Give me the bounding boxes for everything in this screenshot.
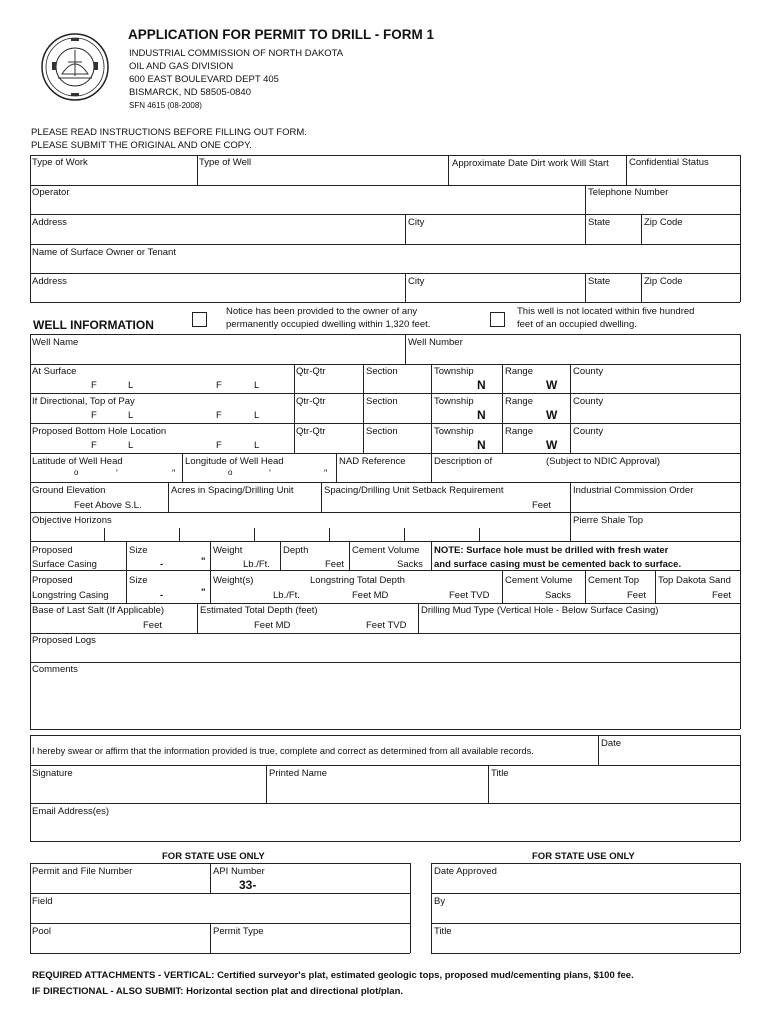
state-seal bbox=[40, 32, 110, 102]
latitude-field[interactable]: Latitude of Well Head bbox=[32, 456, 123, 467]
pierre-shale-top-field[interactable]: Pierre Shale Top bbox=[573, 515, 644, 526]
degree-symbol: o bbox=[228, 468, 233, 477]
fl-f-label: F bbox=[91, 380, 97, 391]
cement-top-field[interactable]: Cement Top bbox=[588, 575, 640, 586]
qtr-qtr-field[interactable]: Qtr-Qtr bbox=[296, 366, 326, 377]
pool-field[interactable]: Pool bbox=[32, 926, 52, 937]
west-label: W bbox=[546, 378, 558, 392]
longstring-size-field[interactable]: Size bbox=[129, 575, 148, 586]
drilling-mud-type-field[interactable]: Drilling Mud Type (Vertical Hole - Below Surface Casing) bbox=[421, 605, 659, 616]
surface-hole-note-1: NOTE: Surface hole must be drilled with fresh water bbox=[434, 545, 669, 556]
directional-submit-note: IF DIRECTIONAL - ALSO SUBMIT: Horizontal section plat and directional plot/plan. bbox=[32, 986, 404, 997]
qtr-qtr-field[interactable]: Qtr-Qtr bbox=[296, 426, 326, 437]
ground-elevation-field[interactable]: Ground Elevation bbox=[32, 485, 106, 496]
surface-size-field[interactable]: Size bbox=[129, 545, 148, 556]
type-of-well-field[interactable]: Type of Well bbox=[199, 157, 252, 168]
feet-above-sl-label: Feet Above S.L. bbox=[74, 500, 142, 511]
description-field[interactable]: Description of bbox=[434, 456, 493, 467]
notice-provided-checkbox[interactable] bbox=[192, 312, 207, 327]
proposed-label: Proposed bbox=[32, 545, 73, 556]
api-prefix: 33- bbox=[239, 878, 257, 892]
nad-reference-field[interactable]: NAD Reference bbox=[339, 456, 406, 467]
feet-tvd-unit: Feet TVD bbox=[449, 590, 490, 601]
feet-md-unit: Feet MD bbox=[352, 590, 389, 601]
field-name-field[interactable]: Field bbox=[32, 896, 53, 907]
objective-horizons-field[interactable]: Objective Horizons bbox=[32, 515, 112, 526]
agency-line-2: OIL AND GAS DIVISION bbox=[129, 61, 234, 72]
range-field[interactable]: Range bbox=[505, 396, 533, 407]
county-field[interactable]: County bbox=[573, 426, 604, 437]
feet-unit: Feet bbox=[325, 559, 345, 570]
proposed-label: Proposed bbox=[32, 575, 73, 586]
section-field[interactable]: Section bbox=[366, 426, 398, 437]
inch-mark: " bbox=[201, 556, 206, 567]
base-last-salt-field[interactable]: Base of Last Salt (If Applicable) bbox=[32, 605, 165, 616]
section-field[interactable]: Section bbox=[366, 396, 398, 407]
fl-f-label: F bbox=[91, 440, 97, 451]
api-number-field[interactable]: API Number bbox=[213, 866, 265, 877]
range-field[interactable]: Range bbox=[505, 426, 533, 437]
agency-line-4: BISMARCK, ND 58505-0840 bbox=[129, 87, 251, 98]
city-field[interactable]: City bbox=[408, 217, 425, 228]
instruction-2: PLEASE SUBMIT THE ORIGINAL AND ONE COPY. bbox=[31, 140, 252, 151]
date-approved-field[interactable]: Date Approved bbox=[434, 866, 497, 877]
longstring-cement-volume-field[interactable]: Cement Volume bbox=[505, 575, 573, 586]
state-field[interactable]: State bbox=[588, 217, 611, 228]
zip-field[interactable]: Zip Code bbox=[644, 217, 683, 228]
inch-mark: " bbox=[201, 587, 206, 598]
setback-requirement-field[interactable]: Spacing/Drilling Unit Setback Requirement bbox=[324, 485, 504, 496]
north-label: N bbox=[477, 378, 486, 392]
top-dakota-sand-field[interactable]: Top Dakota Sand bbox=[658, 575, 731, 586]
longstring-casing-label: Longstring Casing bbox=[32, 590, 109, 601]
title-field[interactable]: Title bbox=[491, 768, 509, 779]
well-information-heading: WELL INFORMATION bbox=[33, 318, 154, 332]
county-field[interactable]: County bbox=[573, 396, 604, 407]
minute-symbol: ' bbox=[116, 468, 118, 479]
fl-f-label: F bbox=[91, 410, 97, 421]
longstring-weights-field[interactable]: Weight(s) bbox=[213, 575, 254, 586]
notice-provided-text-1: Notice has been provided to the owner of any bbox=[226, 306, 418, 317]
comments-field[interactable]: Comments bbox=[32, 664, 78, 675]
well-number-field[interactable]: Well Number bbox=[408, 337, 463, 348]
not-within-500-text-2: feet of an occupied dwelling. bbox=[517, 319, 637, 330]
fl-f-label: F bbox=[216, 440, 222, 451]
owner-state-field[interactable]: State bbox=[588, 276, 611, 287]
owner-zip-field[interactable]: Zip Code bbox=[644, 276, 683, 287]
swear-statement: I hereby swear or affirm that the information provided is true, complete and correct as determined from all available records. bbox=[32, 746, 534, 756]
permit-file-number-field[interactable]: Permit and File Number bbox=[32, 866, 133, 877]
fl-l-label: L bbox=[128, 440, 134, 451]
township-field[interactable]: Township bbox=[434, 396, 474, 407]
instruction-1: PLEASE READ INSTRUCTIONS BEFORE FILLING OUT FORM. bbox=[31, 127, 307, 138]
fl-l-label: L bbox=[254, 380, 260, 391]
approved-by-field[interactable]: By bbox=[434, 896, 446, 907]
surface-owner-field[interactable]: Name of Surface Owner or Tenant bbox=[32, 247, 176, 258]
surface-weight-field[interactable]: Weight bbox=[213, 545, 243, 556]
fl-l-label: L bbox=[128, 380, 134, 391]
county-field[interactable]: County bbox=[573, 366, 604, 377]
state-use-heading-right: FOR STATE USE ONLY bbox=[532, 851, 635, 862]
subject-to-approval: (Subject to NDIC Approval) bbox=[546, 456, 661, 467]
telephone-field[interactable]: Telephone Number bbox=[588, 187, 669, 198]
not-within-500-checkbox[interactable] bbox=[490, 312, 505, 327]
fl-l-label: L bbox=[254, 440, 260, 451]
acres-spacing-field[interactable]: Acres in Spacing/Drilling Unit bbox=[171, 485, 294, 496]
qtr-qtr-field[interactable]: Qtr-Qtr bbox=[296, 396, 326, 407]
form-title: APPLICATION FOR PERMIT TO DRILL - FORM 1 bbox=[128, 27, 434, 42]
date-field[interactable]: Date bbox=[601, 738, 622, 749]
longstring-total-depth-field[interactable]: Longstring Total Depth bbox=[310, 575, 405, 586]
longitude-field[interactable]: Longitude of Well Head bbox=[185, 456, 284, 467]
printed-name-field[interactable]: Printed Name bbox=[269, 768, 328, 779]
not-within-500-text-1: This well is not located within five hundred bbox=[517, 306, 695, 317]
agency-line-1: INDUSTRIAL COMMISSION OF NORTH DAKOTA bbox=[129, 48, 344, 59]
address-field[interactable]: Address bbox=[32, 217, 67, 228]
township-field[interactable]: Township bbox=[434, 426, 474, 437]
range-field[interactable]: Range bbox=[505, 366, 533, 377]
second-symbol: " bbox=[172, 468, 176, 479]
at-surface-label: At Surface bbox=[32, 366, 77, 377]
feet-unit: Feet bbox=[143, 620, 163, 631]
degree-symbol: o bbox=[74, 468, 79, 477]
proposed-logs-field[interactable]: Proposed Logs bbox=[32, 635, 96, 646]
estimated-total-depth-field[interactable]: Estimated Total Depth (feet) bbox=[200, 605, 318, 616]
feet-unit: Feet bbox=[712, 590, 732, 601]
state-use-heading-left: FOR STATE USE ONLY bbox=[162, 851, 265, 862]
sacks-unit: Sacks bbox=[545, 590, 571, 601]
west-label: W bbox=[546, 438, 558, 452]
feet-unit-label: Feet bbox=[532, 500, 552, 511]
email-field[interactable]: Email Address(es) bbox=[32, 806, 110, 817]
dirt-work-date-field[interactable]: Approximate Date Dirt work Will Start bbox=[452, 158, 609, 169]
section-field[interactable]: Section bbox=[366, 366, 398, 377]
bottom-hole-label: Proposed Bottom Hole Location bbox=[32, 426, 167, 437]
north-label: N bbox=[477, 438, 486, 452]
owner-address-field[interactable]: Address bbox=[32, 276, 67, 287]
signature-field[interactable]: Signature bbox=[32, 768, 73, 779]
sfn-number: SFN 4615 (08-2008) bbox=[129, 101, 202, 110]
surface-hole-note-2: and surface casing must be cemented back to surface. bbox=[434, 559, 682, 570]
well-name-field[interactable]: Well Name bbox=[32, 337, 79, 348]
notice-provided-text-2: permanently occupied dwelling within 1,320 feet. bbox=[226, 319, 431, 330]
agency-line-3: 600 EAST BOULEVARD DEPT 405 bbox=[129, 74, 279, 85]
lbft-unit: Lb./Ft. bbox=[243, 559, 270, 570]
type-of-work-field[interactable]: Type of Work bbox=[32, 157, 88, 168]
minute-symbol: ' bbox=[269, 468, 271, 479]
size-dash: - bbox=[160, 590, 164, 601]
feet-unit: Feet bbox=[627, 590, 647, 601]
approver-title-field[interactable]: Title bbox=[434, 926, 452, 937]
fl-f-label: F bbox=[216, 410, 222, 421]
ic-order-field[interactable]: Industrial Commission Order bbox=[573, 485, 694, 496]
surface-casing-label: Surface Casing bbox=[32, 559, 97, 570]
north-label: N bbox=[477, 408, 486, 422]
permit-type-field[interactable]: Permit Type bbox=[213, 926, 264, 937]
confidential-status-field[interactable]: Confidential Status bbox=[629, 157, 709, 168]
west-label: W bbox=[546, 408, 558, 422]
sacks-unit: Sacks bbox=[397, 559, 423, 570]
fl-l-label: L bbox=[128, 410, 134, 421]
surface-cement-volume-field[interactable]: Cement Volume bbox=[352, 545, 420, 556]
size-dash: - bbox=[160, 559, 164, 570]
lbft-unit: Lb./Ft. bbox=[273, 590, 300, 601]
operator-field[interactable]: Operator bbox=[32, 187, 70, 198]
township-field[interactable]: Township bbox=[434, 366, 474, 377]
owner-city-field[interactable]: City bbox=[408, 276, 425, 287]
fl-f-label: F bbox=[216, 380, 222, 391]
feet-tvd-unit: Feet TVD bbox=[366, 620, 407, 631]
surface-depth-field[interactable]: Depth bbox=[283, 545, 309, 556]
required-attachments-note: REQUIRED ATTACHMENTS - VERTICAL: Certified surveyor's plat, estimated geologic tops, proposed mud/cementing plans, $100 fee. bbox=[32, 970, 634, 981]
fl-l-label: L bbox=[254, 410, 260, 421]
second-symbol: " bbox=[324, 468, 328, 479]
top-of-pay-label: If Directional, Top of Pay bbox=[32, 396, 135, 407]
feet-md-unit: Feet MD bbox=[254, 620, 291, 631]
